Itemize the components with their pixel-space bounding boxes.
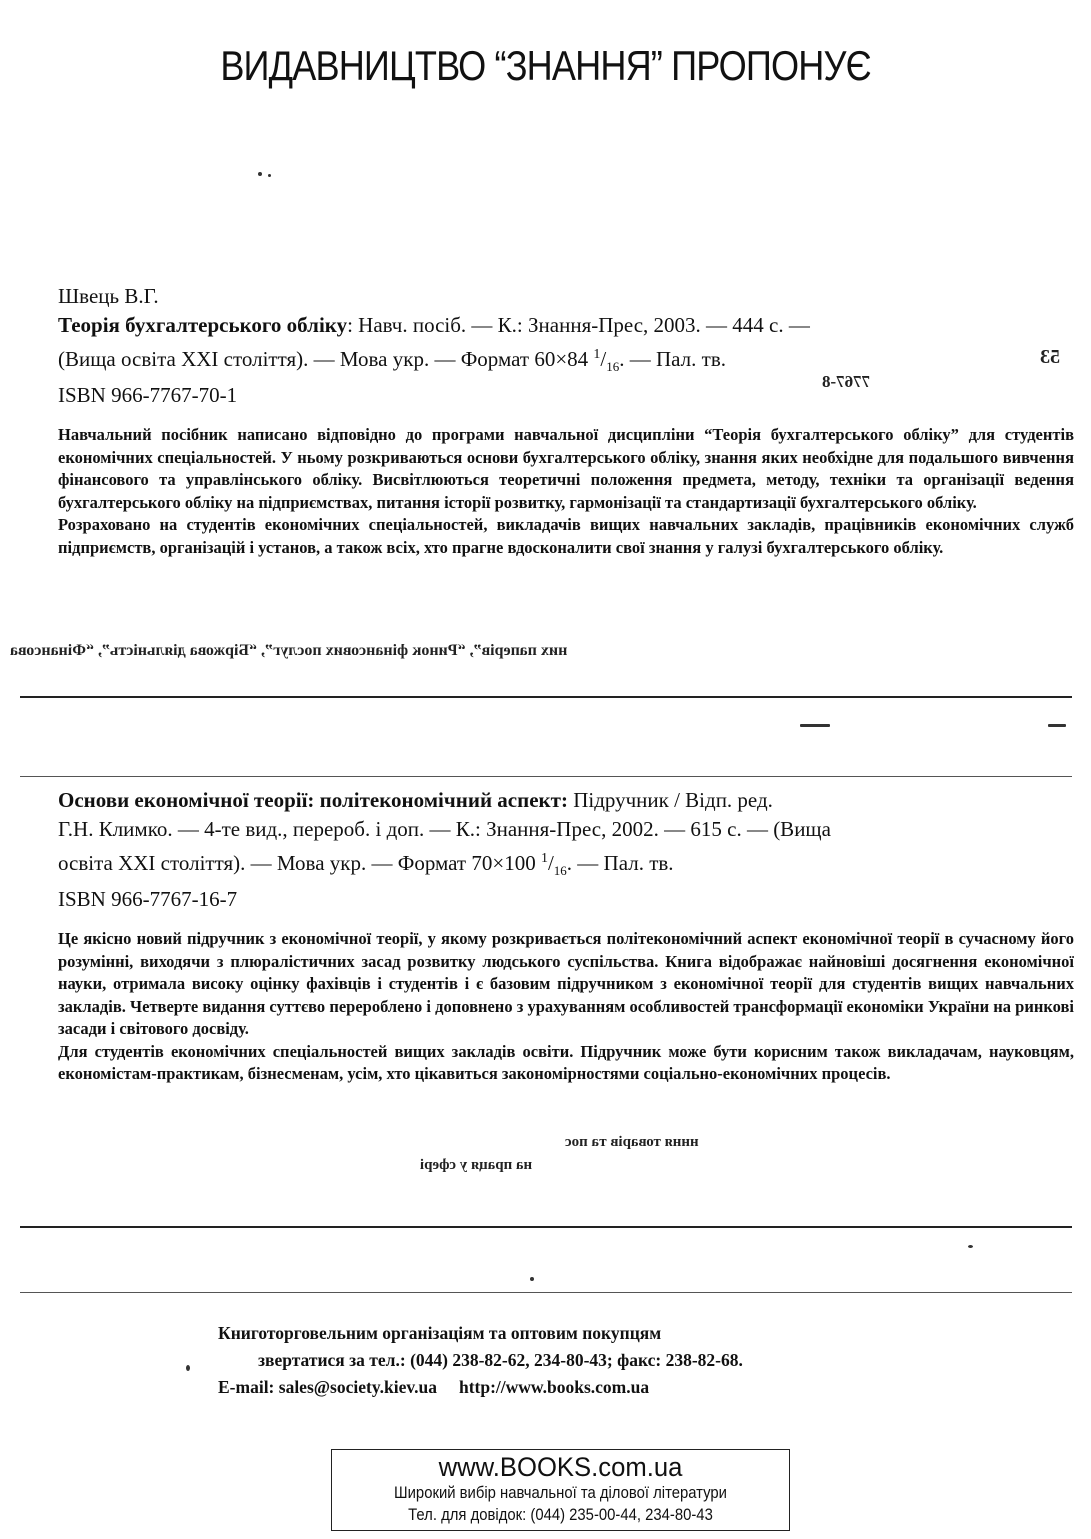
book-2-details-2: Г.Н. Климко. — 4-те вид., перероб. і доп. — К.: Знання-Прес, 2002. — 615 с. — (Вища xyxy=(58,817,831,841)
book-1-details-2: (Вища освіта XXI століття). — Мова укр. — Формат 60×84 xyxy=(58,347,594,371)
book-1-isbn: ISBN 966-7767-70-1 xyxy=(58,383,238,407)
contact-line-1: Книготорговельним організаціям та оптовим покупцям xyxy=(218,1323,662,1343)
book-1-details-3: . — Пал. тв. xyxy=(619,347,727,371)
book-1-format-num: 1 xyxy=(593,347,601,362)
divider-2 xyxy=(20,776,1072,777)
book-1-format-den: 16 xyxy=(606,359,620,374)
showthrough-text-1: них паперів”, “Ринок фінансових послуг”, “Біржова діяльність”, “Фінансова xyxy=(10,642,568,659)
book-2-details-3: освіта XXI століття). — Мова укр. — Формат 70×100 xyxy=(58,851,541,875)
contact-email[interactable]: E-mail: sales@society.kiev.ua xyxy=(218,1377,437,1397)
book-1-bibliography: Швець В.Г. Теорія бухгалтерського обліку: Навч. посіб. — К.: Знання-Прес, 2003. — 444 с. — (Вища освіта XXI століття). — Мова укр. — Формат 60×84 $^1/_{16}$. — Пал. тв. ISBN 966-7767-70-1 xyxy=(58,282,1074,410)
showthrough-mark-isbn: 7767-8 xyxy=(822,372,871,391)
book-2-title: Основи економічної теорії: політекономічний аспект: xyxy=(58,788,568,812)
scan-speck xyxy=(268,174,271,177)
book-2-format-den: 16 xyxy=(553,863,567,878)
scan-speck xyxy=(530,1277,534,1281)
book-2-bibliography: Основи економічної теорії: політекономічний аспект: Підручник / Відп. ред. Г.Н. Климко. — 4-те вид., перероб. і доп. — К.: Знання-Прес, 2002. — 615 с. — (Вища освіта XXI століття). — Мова укр. — Формат 70×100 $^1/_{16}$. — Пал. тв. ISBN 966-7767-16-7 xyxy=(58,786,1074,914)
book-1-author: Швець В.Г. xyxy=(58,284,159,308)
book-2-annotation-para-1: Це якісно новий підручник з економічної теорії, у якому розкривається політекономічний аспект економічної теорії в сучасному його розумінні, виходячи з плюралістичних засад розвитку людського суспільства. Книга відображає найновіші досягнення економічної науки, отримала високу оцінку фахівців і студентів і є базовим підручником з економічної теорії для студентів вищих навчальних закладів. Четверте видання суттєво перероблено і доповнено з урахуванням особливостей трансформації економіки України на ринкові засади і світового досвіду. xyxy=(58,929,1074,1038)
book-1-annotation xyxy=(58,424,1074,559)
ad-tagline: Широкий вибір навчальної та ділової літератури xyxy=(394,1484,727,1502)
scan-speck xyxy=(258,172,262,176)
scan-speck xyxy=(968,1245,973,1248)
book-2-annotation xyxy=(58,928,1074,1086)
books-ad-box xyxy=(331,1449,790,1531)
book-1-annotation-para-1: Навчальний посібник написано відповідно до програми навчальної дисципліни “Теорія бухгалтерського обліку” для студентів економічних спеціальностей. У ньому розкриваються основи бухгалтерського обліку, знання яких необхідне для подальшого вивчення фінансового та управлінського обліку. Висвітлюються теоретичні положення предмета, методу, техніки та організації ведення бухгалтерського обліку на підприємствах, питання історії розвитку, гармонізації та стандартизації бухгалтерського обліку. xyxy=(58,425,1074,512)
book-2-isbn: ISBN 966-7767-16-7 xyxy=(58,887,238,911)
contact-line-2: звертатися за тел.: (044) 238-82-62, 234-80-43; факс: 238-82-68. xyxy=(258,1350,743,1370)
ad-phone: Тел. для довідок: (044) 235-00-44, 234-80-43 xyxy=(408,1506,713,1524)
contact-url[interactable]: http://www.books.com.ua xyxy=(458,1377,650,1397)
showthrough-mark-53: 53 xyxy=(1040,346,1060,368)
book-entry-1 xyxy=(58,282,1074,559)
divider-1 xyxy=(20,696,1072,698)
showthrough-text-3: на праця у сфері xyxy=(420,1157,533,1173)
book-2-details-4: . — Пал. тв. xyxy=(566,851,674,875)
scan-speck xyxy=(800,724,830,727)
page-title: ВИДАВНИЦТВО “ЗНАННЯ” ПРОПОНУЄ xyxy=(220,42,871,89)
ad-site[interactable]: www.BOOKS.com.ua xyxy=(438,1452,683,1482)
scan-speck xyxy=(1048,724,1066,727)
book-entry-2 xyxy=(58,786,1074,1086)
showthrough-text-2: нння товарів та пос xyxy=(565,1134,699,1150)
book-1-title: Теорія бухгалтерського обліку xyxy=(58,313,348,337)
book-2-format-num: 1 xyxy=(540,851,548,866)
book-2-details-1: Підручник / Відп. ред. xyxy=(567,788,773,812)
book-1-details-1: : Навч. посіб. — К.: Знання-Прес, 2003. — 444 с. — xyxy=(347,313,810,337)
book-1-annotation-para-2: Розраховано на студентів економічних спеціальностей, викладачів вищих навчальних закладів, працівників економічних служб підприємств, організацій і установ, а також всіх, хто прагне вдосконалити свої знання у галузі бухгалтерського обліку. xyxy=(58,515,1074,557)
scan-speck xyxy=(186,1365,190,1371)
divider-3 xyxy=(20,1226,1072,1228)
divider-4 xyxy=(20,1292,1072,1293)
book-2-annotation-para-2: Для студентів економічних спеціальностей вищих закладів освіти. Підручник може бути корисним також викладачам, науковцям, економістам-практикам, бізнесменам, усім, хто цікавиться закономірностями соціально-економічних процесів. xyxy=(58,1041,1074,1083)
